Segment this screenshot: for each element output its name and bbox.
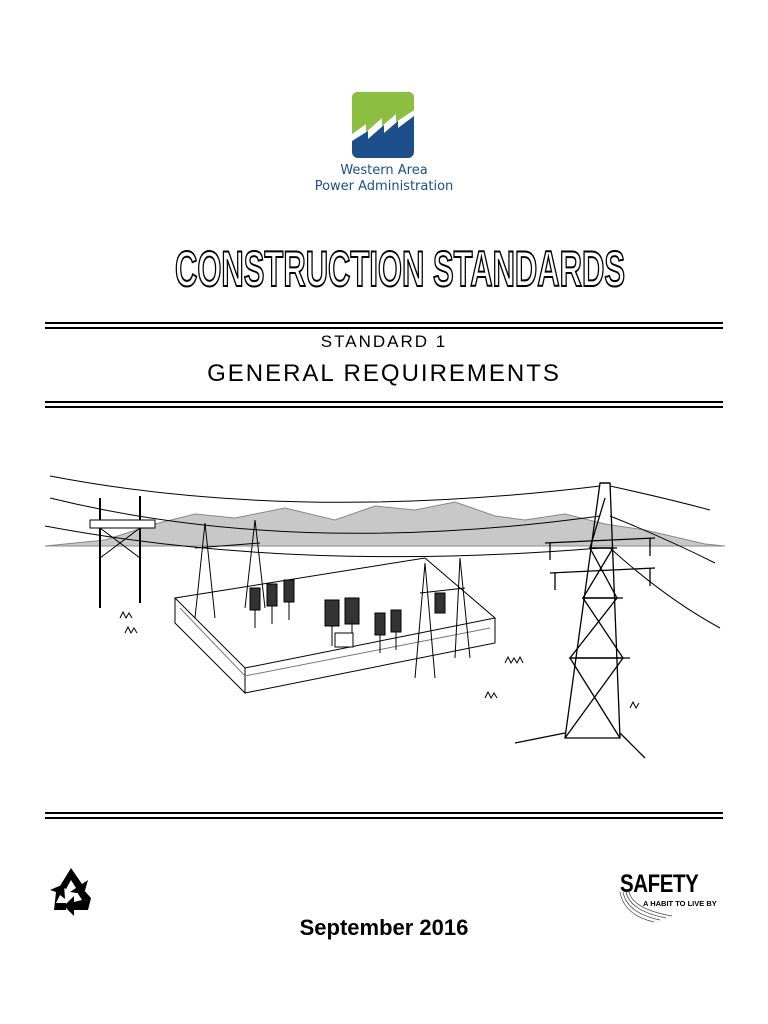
safety-word: SAFETY	[620, 870, 699, 898]
document-date: September 2016	[299, 915, 469, 940]
safety-tagline: A HABIT TO LIVE BY	[643, 899, 717, 908]
substation-illustration-icon	[45, 468, 725, 768]
middle-divider	[45, 401, 723, 408]
top-divider	[45, 322, 723, 329]
organization-name-line2: Power Administration	[314, 179, 454, 194]
standard-number: STANDARD 1	[320, 332, 448, 351]
recycle-icon	[46, 866, 96, 918]
standard-name: GENERAL REQUIREMENTS	[207, 360, 561, 387]
organization-name	[284, 163, 484, 195]
document-title	[160, 238, 640, 300]
document-title-text: CONSTRUCTION STANDARDS	[175, 241, 625, 297]
bottom-divider	[45, 812, 723, 819]
organization-name-line1: Western Area	[340, 163, 428, 178]
wapa-logo-icon	[352, 92, 414, 158]
